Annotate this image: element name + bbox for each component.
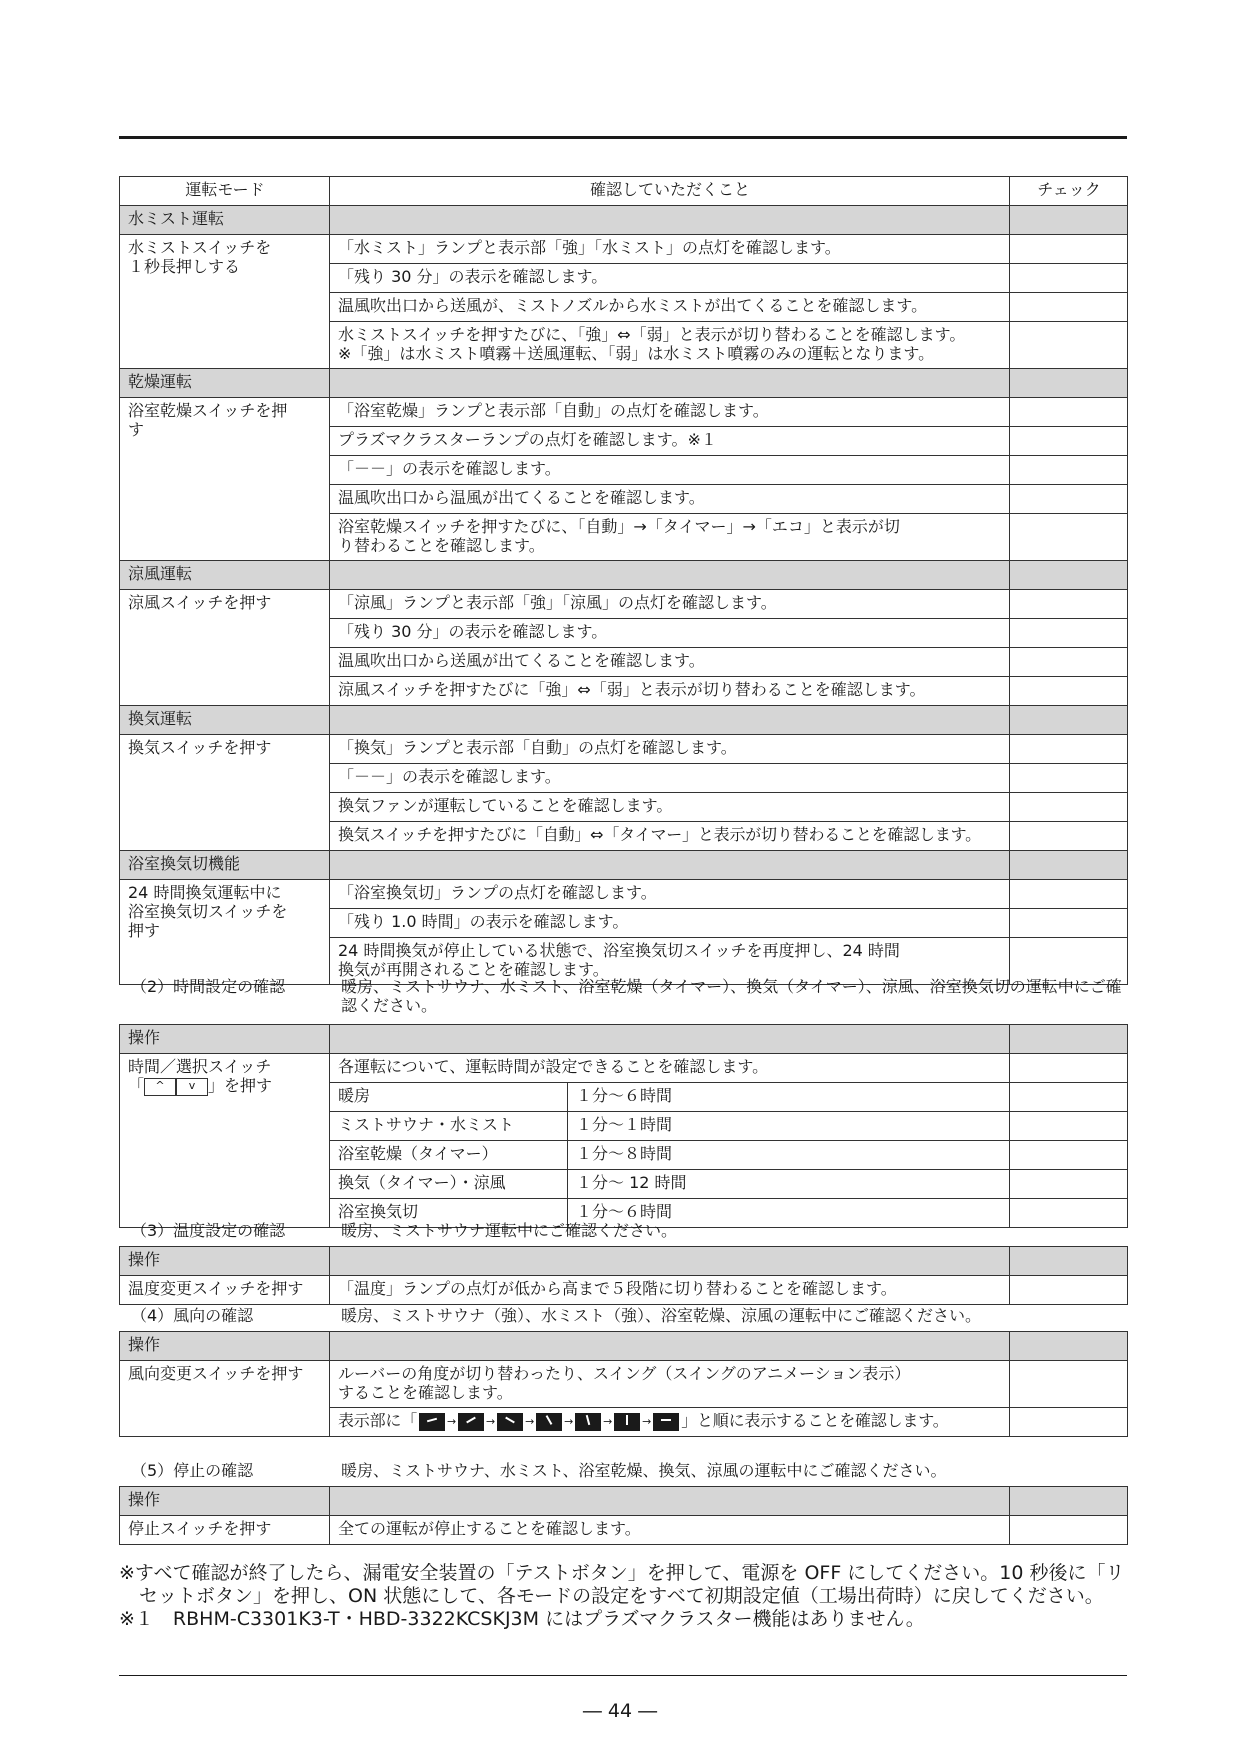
section-title: 浴室換気切機能 [120,851,330,880]
time-mode: 浴室乾燥（タイマー） [330,1141,568,1170]
arrow-right-icon: → [564,1415,574,1428]
louver-position-icon [614,1413,640,1431]
header-mode: 運転モード [120,177,330,206]
time-range: １分～１時間 [568,1112,1010,1141]
check-item: 全ての運転が停止することを確認します。 [330,1516,1010,1545]
section-label: （3）温度設定の確認 [131,1221,286,1240]
op-header-check [1010,1025,1128,1054]
check-cell[interactable] [1010,1170,1128,1199]
check-cell[interactable] [1010,235,1128,264]
arrow-right-icon: → [525,1415,535,1428]
section-label: （2）時間設定の確認 [131,977,286,996]
check-item: 浴室乾燥スイッチを押すたびに、「自動」→「タイマー」→「エコ」と表示が切 り替わることを確認します。 [330,514,1010,561]
operation-cell: 水ミストスイッチを １秒長押しする [120,235,330,369]
section-text: 暖房、ミストサウナ、水ミスト、浴室乾燥（タイマー）、換気（タイマー）、涼風、浴室換気切の運転中にご確認ください。 [341,977,1122,1015]
time-range: １分～６時間 [568,1199,1010,1228]
section-label: （4）風向の確認 [131,1306,254,1325]
louver-position-icon [419,1413,445,1431]
check-cell[interactable] [1010,1141,1128,1170]
check-cell[interactable] [1010,677,1128,706]
check-cell[interactable] [1010,456,1128,485]
section-title: 乾燥運転 [120,369,330,398]
check-item: ルーバーの角度が切り替わったり、スイング（スイングのアニメーション表示） することを確認します。 [330,1361,1010,1408]
wind-direction-table [119,1331,1127,1437]
check-cell[interactable] [1010,1408,1128,1437]
check-cell[interactable] [1010,764,1128,793]
check-cell[interactable] [1010,264,1128,293]
op-header: 操作 [120,1487,330,1516]
louver-position-icon [458,1413,484,1431]
operation-cell: 風向変更スイッチを押す [120,1361,330,1437]
section-label: （5）停止の確認 [131,1461,254,1480]
check-item: 換気スイッチを押すたびに「自動」⇔「タイマー」と表示が切り替わることを確認します。 [330,822,1010,851]
check-cell[interactable] [1010,735,1128,764]
down-key-icon: v [176,1078,208,1096]
louver-position-icon [536,1413,562,1431]
check-cell[interactable] [1010,1112,1128,1141]
bottom-rule [119,1675,1127,1676]
mode-check-table [119,176,1127,985]
check-item: 換気ファンが運転していることを確認します。 [330,793,1010,822]
check-item: 「残り 30 分」の表示を確認します。 [330,264,1010,293]
check-item: 水ミストスイッチを押すたびに、「強」⇔「弱」と表示が切り替わることを確認します。 ※「強」は水ミスト噴霧＋送風運転、「弱」は水ミスト噴霧のみの運転となります。 [330,322,1010,369]
notes [119,1562,1127,1631]
header-checkbox: チェック [1010,177,1128,206]
section-text: 暖房、ミストサウナ、水ミスト、浴室乾燥、換気、涼風の運転中にご確認ください。 [341,1461,947,1480]
check-item: 「温度」ランプの点灯が低から高まで５段階に切り替わることを確認します。 [330,1276,1010,1305]
check-item: 「浴室換気切」ランプの点灯を確認します。 [330,880,1010,909]
check-item: 「残り 1.0 時間」の表示を確認します。 [330,909,1010,938]
operation-cell [120,1054,330,1228]
operation-cell: 換気スイッチを押す [120,735,330,851]
louver-position-icon [497,1413,523,1431]
check-item: 温風吹出口から温風が出てくることを確認します。 [330,485,1010,514]
louver-position-icon [575,1413,601,1431]
section-text: 暖房、ミストサウナ運転中にご確認ください。 [341,1221,678,1240]
arrow-right-icon: → [486,1415,496,1428]
time-range: １分～ 12 時間 [568,1170,1010,1199]
check-item: 24 時間換気が停止している状態で、浴室換気切スイッチを再度押し、24 時間 換気が再開されることを確認します。 [330,938,1010,985]
check-cell[interactable] [1010,590,1128,619]
check-item: 「残り 30 分」の表示を確認します。 [330,619,1010,648]
check-cell[interactable] [1010,1083,1128,1112]
check-cell[interactable] [1010,322,1128,369]
operation-cell: 温度変更スイッチを押す [120,1276,330,1305]
check-cell[interactable] [1010,1361,1128,1408]
op-header-blank [330,1025,1010,1054]
check-item: 「浴室乾燥」ランプと表示部「自動」の点灯を確認します。 [330,398,1010,427]
operation-cell: 24 時間換気運転中に 浴室換気切スイッチを 押す [120,880,330,985]
check-cell[interactable] [1010,1276,1128,1305]
check-item: 温風吹出口から送風が出てくることを確認します。 [330,648,1010,677]
time-intro: 各運転について、運転時間が設定できることを確認します。 [330,1054,1010,1083]
check-cell[interactable] [1010,514,1128,561]
operation-cell: 涼風スイッチを押す [120,590,330,706]
time-mode: 浴室換気切 [330,1199,568,1228]
page-number: ― 44 ― [582,1700,658,1722]
op-header: 操作 [120,1332,330,1361]
time-range: １分～６時間 [568,1083,1010,1112]
up-key-icon: ^ [144,1078,176,1096]
op-header: 操作 [120,1025,330,1054]
check-cell[interactable] [1010,822,1128,851]
check-cell[interactable] [1010,485,1128,514]
check-item: プラズマクラスターランプの点灯を確認します。※１ [330,427,1010,456]
time-mode: ミストサウナ・水ミスト [330,1112,568,1141]
operation-cell: 停止スイッチを押す [120,1516,330,1545]
check-item: 「－－」の表示を確認します。 [330,764,1010,793]
check-cell[interactable] [1010,880,1128,909]
note-reset: ※すべて確認が終了したら、漏電安全装置の「テストボタン」を押して、電源を OFF にしてください。10 秒後に「リセットボタン」を押し、ON 状態にして、各モードの設定をすべて初期設定値（工場出荷時）に戻してください。 [119,1562,1125,1607]
section-title: 水ミスト運転 [120,206,330,235]
arrow-right-icon: → [447,1415,457,1428]
check-item-display-sequence: 表示部に「 → → → → → → 」と順に表示することを確認します。 [330,1408,1010,1437]
check-cell[interactable] [1010,427,1128,456]
check-cell[interactable] [1010,293,1128,322]
check-cell[interactable] [1010,619,1128,648]
note-plasmacluster: ※１ RBHM-C3301K3-T・HBD-3322KCSKJ3M にはプラズマクラスター機能はありません。 [119,1608,925,1630]
check-cell[interactable] [1010,1516,1128,1545]
check-item: 「水ミスト」ランプと表示部「強」「水ミスト」の点灯を確認します。 [330,235,1010,264]
header-check-items: 確認していただくこと [330,177,1010,206]
check-cell[interactable] [1010,1054,1128,1083]
arrow-right-icon: → [603,1415,613,1428]
check-item: 涼風スイッチを押すたびに「強」⇔「弱」と表示が切り替わることを確認します。 [330,677,1010,706]
time-mode: 換気（タイマー）・涼風 [330,1170,568,1199]
check-item: 「－－」の表示を確認します。 [330,456,1010,485]
time-mode: 暖房 [330,1083,568,1112]
top-rule [119,136,1127,139]
check-item: 「涼風」ランプと表示部「強」「涼風」の点灯を確認します。 [330,590,1010,619]
temperature-table [119,1246,1127,1305]
time-setting-table [119,1024,1127,1228]
section-title: 換気運転 [120,706,330,735]
operation-cell: 浴室乾燥スイッチを押 す [120,398,330,561]
stop-table [119,1486,1127,1545]
check-cell[interactable] [1010,648,1128,677]
check-item: 温風吹出口から送風が、ミストノズルから水ミストが出てくることを確認します。 [330,293,1010,322]
operation-line1: 時間／選択スイッチ [128,1057,272,1076]
louver-position-icon [653,1413,679,1431]
check-cell[interactable] [1010,398,1128,427]
louver-sequence-icons [419,1412,679,1431]
section-text: 暖房、ミストサウナ（強）、水ミスト（強）、浴室乾燥、涼風の運転中にご確認ください。 [341,1306,982,1325]
check-cell[interactable] [1010,793,1128,822]
check-cell[interactable] [1010,909,1128,938]
op-header: 操作 [120,1247,330,1276]
check-item: 「換気」ランプと表示部「自動」の点灯を確認します。 [330,735,1010,764]
arrow-right-icon: → [642,1415,652,1428]
operation-line2: 「 ^ v 」を押す [128,1076,273,1095]
time-range: １分～８時間 [568,1141,1010,1170]
section-title: 涼風運転 [120,561,330,590]
